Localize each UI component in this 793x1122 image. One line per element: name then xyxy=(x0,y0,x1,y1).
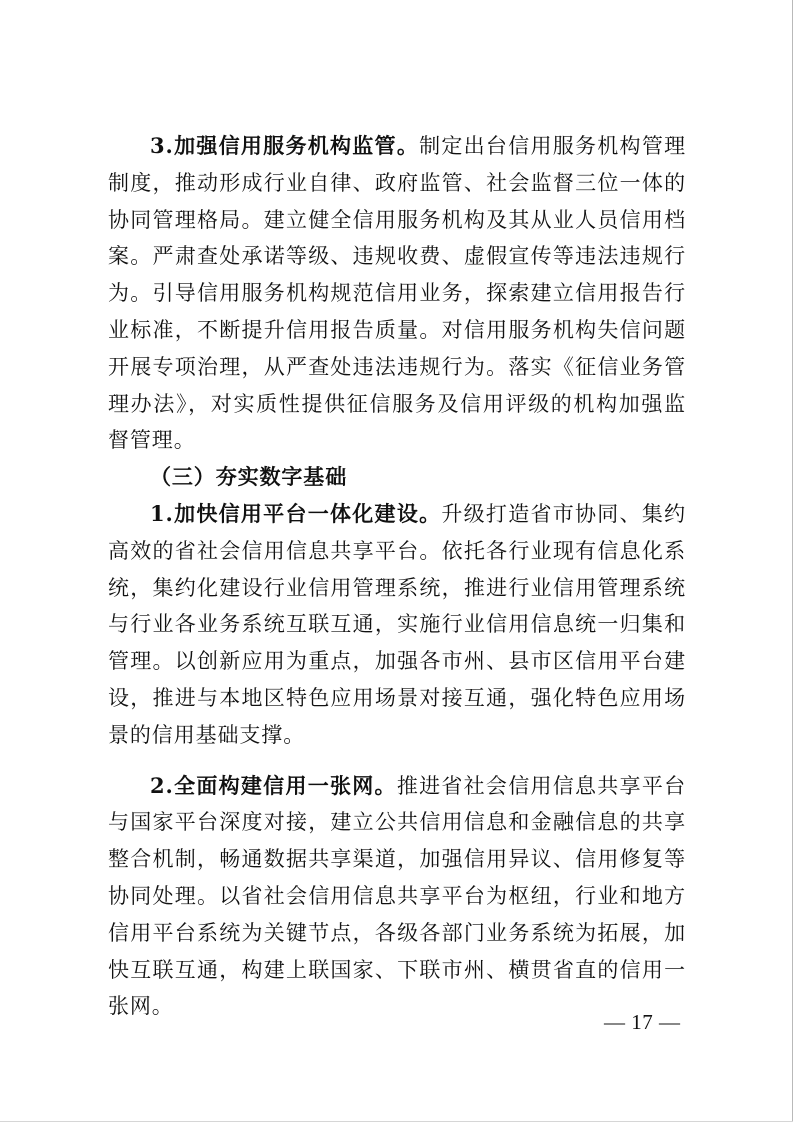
paragraph-gap xyxy=(108,754,686,768)
paragraph-credit-network xyxy=(108,768,686,1026)
paragraph-text: 推进省社会信用信息共享平台与国家平台深度对接，建立公共信用信息和金融信息的共享整合机制，畅通数据共享渠道，加强信用异议、信用修复等协同处理。以省社会信用信息共享平台为枢纽，行业和地方信用平台系统为关键节点，各级各部门业务系统为拓展，加快互联互通，构建上联国家、下联市州、横贯省直的信用一张网。 xyxy=(108,773,686,1019)
paragraph-credit-service-supervision xyxy=(108,128,686,459)
paragraph-text: 制定出台信用服务机构管理制度，推动形成行业自律、政府监管、社会监督三位一体的协同管理格局。建立健全信用服务机构及其从业人员信用档案。严肃查处承诺等级、违规收费、虚假宣传等违法违规行为。引导信用服务机构规范信用业务，探索建立信用报告行业标准，不断提升信用报告质量。对信用服务机构失信问题开展专项治理，从严查处违法违规行为。落实《征信业务管理办法》，对实质性提供征信服务及信用评级的机构加强监督管理。 xyxy=(108,134,686,453)
document-body xyxy=(108,128,686,1025)
page-number: — 17 — xyxy=(604,1010,681,1034)
paragraph-text: 升级打造省市协同、集约高效的省社会信用信息共享平台。依托各行业现有信息化系统，集约化建设行业信用管理系统，推进行业信用管理系统与行业各业务系统互联互通，实施行业信用信息统一归集和管理。以创新应用为重点，加强各市州、县市区信用平台建设，推进与本地区特色应用场景对接互通，强化特色应用场景的信用基础支撑。 xyxy=(108,501,686,747)
paragraph-lead: 1.加快信用平台一体化建设。 xyxy=(150,500,442,526)
paragraph-lead: 2.全面构建信用一张网。 xyxy=(150,772,397,798)
paragraph-credit-platform-integration xyxy=(108,496,686,754)
paragraph-lead: 3.加强信用服务机构监管。 xyxy=(150,133,420,158)
section-heading: （三）夯实数字基础 xyxy=(150,465,348,490)
